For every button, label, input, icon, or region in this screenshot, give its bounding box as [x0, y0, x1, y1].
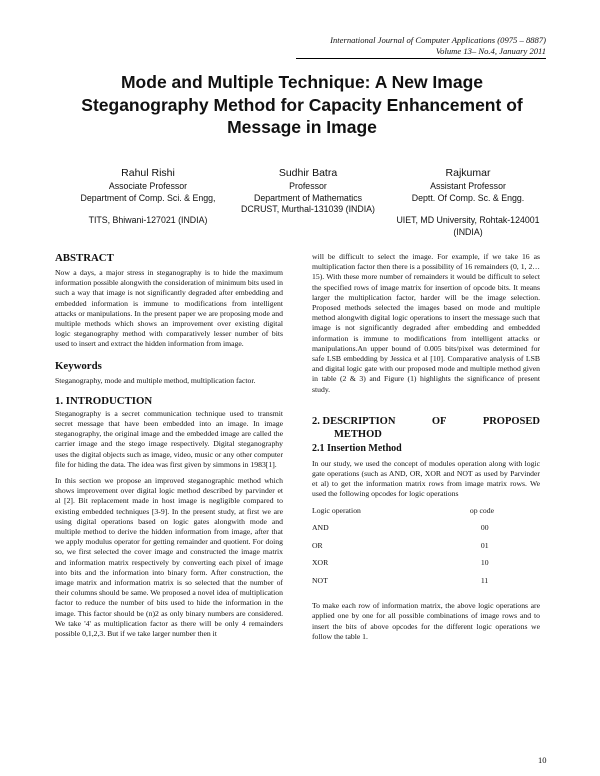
logic-operation: AND — [312, 523, 329, 533]
page-number: 10 — [538, 755, 547, 765]
keywords-text: Steganography, mode and multiple method, multiplication factor. — [55, 375, 256, 385]
author-name: Sudhir Batra — [278, 167, 338, 179]
subsection-2-1-heading: 2.1 Insertion Method — [312, 442, 402, 454]
opcode: 11 — [480, 575, 489, 585]
logic-operation: OR — [312, 540, 323, 550]
section-2-heading — [312, 415, 540, 428]
author-affiliation: TITS, Bhiwani-127021 (INDIA) — [88, 215, 208, 225]
author-dept: Deptt. Of Comp. Sc. & Engg. — [411, 192, 525, 203]
introduction-heading: 1. INTRODUCTION — [55, 394, 153, 407]
journal-header — [296, 35, 546, 59]
opcode-header: op code — [469, 505, 494, 515]
abstract-text: Now a days, a major stress in steganography is to hide the maximum information possible alongwith the consideration of minimum bits used in such a way that image is not significantly degraded after embedding and embedded information is immune to modifications from intelligent attacks or manipulations. In the present paper we are proposing mode and multiple methods which shows an improvement over existing digital logic steganography method with comparatively lesser number of bits used to insert and extract the hidden information from image. — [55, 268, 283, 349]
table-row — [312, 523, 512, 541]
author-affiliation: DCRUST, Murthal-131039 (INDIA) — [241, 204, 375, 214]
author-dept: Department of Mathematics — [253, 192, 363, 203]
logic-operation-header: Logic operation — [312, 505, 361, 515]
author-2 — [228, 167, 388, 238]
section-2-number: 2. DESCRIPTION — [312, 415, 396, 427]
author-dept: Department of Comp. Sci. & Engg, — [80, 192, 216, 203]
author-role: Professor — [289, 181, 327, 191]
section-2-proposed: PROPOSED — [482, 415, 540, 427]
keywords-heading: Keywords — [55, 359, 102, 372]
abstract-heading: ABSTRACT — [55, 252, 114, 264]
table-row — [312, 541, 512, 559]
table-explanation-paragraph: To make each row of information matrix, the above logic operations are applied one by one for all possible combinations of image rows and to insert the bits of above opcodes for the different logic operations we follow the table 1. — [312, 601, 540, 641]
author-name: Rajkumar — [445, 167, 491, 179]
author-name: Rahul Rishi — [121, 167, 175, 179]
opcode: 01 — [480, 540, 489, 550]
intro-paragraph-1: Steganography is a secret communication technique used to transmit secret message that have been embedded into an image. In image steganography, the original image and the embedded image are called the carrier image and the stego image respectively. Digital steganography uses the digital objects such as image, video, music or any other computer file for hiding the data. The idea was first given by simmons in 1983[1]. — [55, 408, 284, 469]
author-role: Associate Professor — [108, 181, 188, 191]
author-role: Assistant Professor — [430, 181, 506, 191]
opcode: 10 — [480, 558, 489, 568]
right-column — [312, 252, 540, 648]
opcode: 00 — [480, 523, 489, 533]
logic-operation: XOR — [312, 558, 329, 568]
body-paragraph: will be difficult to select the image. For example, if we take 16 as multiplication factor then there is a possibility of 16 remainders (0, 1, 2… 15). With these more number of remainders it would be difficult to select the specified rows of image matrix for insertion of opcode bits. It means larger the multiplication factor, harder will be the image selection. Proposed methods selected the images based on mode and multiple method alongwith digital logic operations to insert the message such that image is not significantly degraded after embedding and embedded information is immune to modifications from intelligent attacks or manipulations.An upper bound of 0.005 bits/pixel was determined for safe LSB embedding by Jessica et al [10]. Comparative analysis of LSB and digital logic gate with our proposed mode and multiple method given in table (2 & 3) and Figure (1) highlights the significance of present study. — [312, 252, 540, 394]
author-1 — [68, 167, 228, 238]
table-row — [312, 558, 512, 576]
journal-volume: Volume 13– No.4, January 2011 — [435, 46, 546, 56]
paper-title: Mode and Multiple Technique: A New Image Steganography Method for Capacity Enhancement of Message in Image — [81, 72, 523, 137]
section-2-method: METHOD — [334, 428, 382, 440]
table-row — [312, 576, 512, 594]
logic-operation: NOT — [312, 575, 328, 585]
insertion-paragraph: In our study, we used the concept of modules operation along with logic gate operations (such as AND, OR, XOR and NOT as used by Parvinder et al) to get the information matrix rows from image matrix rows. We used the following opcodes for logic operations — [312, 458, 540, 499]
journal-name: International Journal of Computer Applications (0975 – 8887) — [330, 35, 546, 45]
header-rule — [296, 58, 546, 59]
section-2-of: OF — [431, 415, 447, 427]
opcode-table — [312, 506, 512, 594]
left-column — [55, 252, 283, 645]
author-3 — [388, 167, 548, 238]
author-block — [68, 167, 548, 238]
intro-paragraph-2: In this section we propose an improved steganographic method which shows improvement over digital logic method described by parvinder et al [2]. Bit replacement made in host image is negligible compared to existing embedded techniques [3-9]. In the present study, at first we are using digital operations based on logic gates alongwith mode and multiple method to derive the hidden information from image, after that we apply modulus operator for getting remainder and quotient. For doing so, we first selected the cover image and constructed the image matrix and information matrix respectively by converting each pixel of image into bits and the information into binary form. After construction, the image matrix and information matrix is so selected that the number of their columns should be same. We proposed a novel idea of multiplication factor to reduce the number of bits used to hide the information in the image. This factor should be (n)2 as only binary numbers are considered. We take '4' as multiplication factor as there will be only 4 remainders possible 0,1,2,3. But if we take larger number then it — [55, 476, 283, 639]
author-affiliation: UIET, MD University, Rohtak-124001 (INDIA) — [396, 215, 540, 237]
opcode-table-header — [312, 506, 512, 524]
